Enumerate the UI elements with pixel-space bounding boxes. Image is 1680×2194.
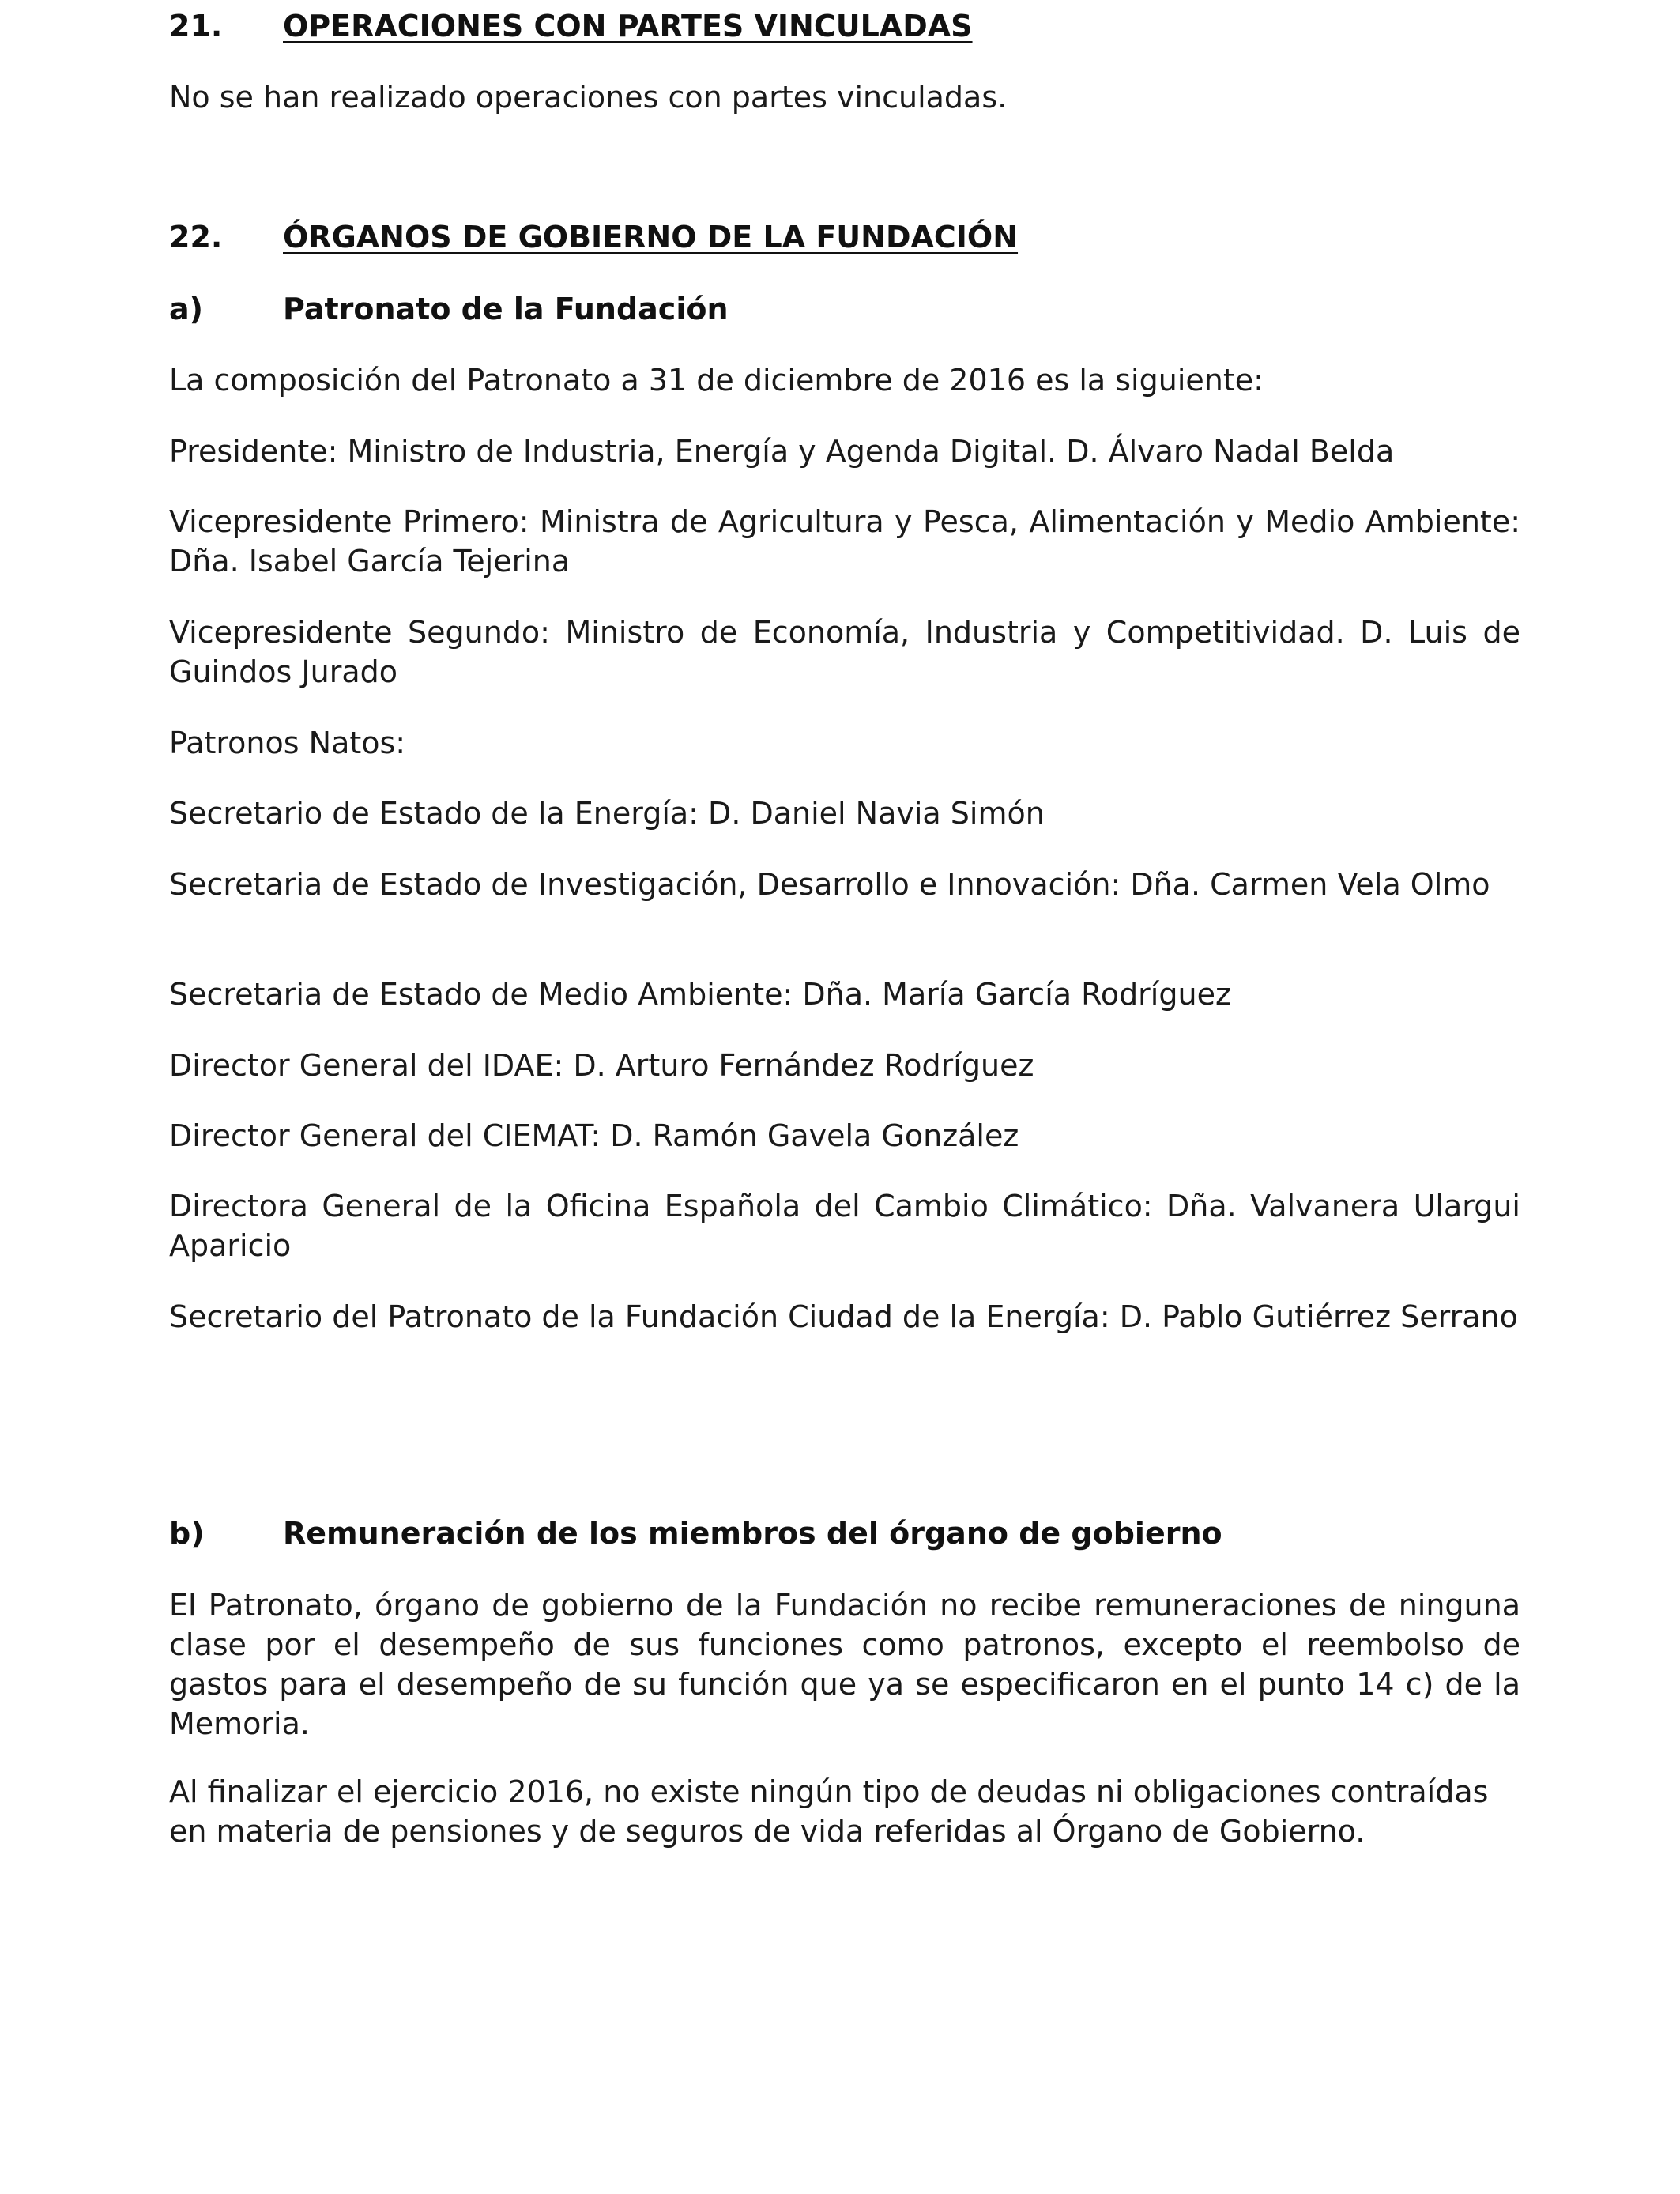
member-secretaria-investigacion: Secretaria de Estado de Investigación, Desarrollo e Innovación: Dña. Carmen Vela Olmo xyxy=(169,867,1490,902)
section-22-number: 22. xyxy=(169,220,223,254)
remuneracion-paragraph: El Patronato, órgano de gobierno de la Fundación no recibe remuneraciones de ninguna clase por el desempeño de sus funciones como patronos, excepto el reembolso de gastos para el desempeño de su función que ya se especificaron en el punto 14 c) de la Memoria. xyxy=(169,1588,1520,1741)
member-presidente: Presidente: Ministro de Industria, Energía y Agenda Digital. D. Álvaro Nadal Belda xyxy=(169,434,1395,469)
member-directora-cambio-climatico: Directora General de la Oficina Española del Cambio Climático: Dña. Valvanera Ulargui Aparicio xyxy=(169,1189,1520,1263)
subsection-b-letter: b) xyxy=(169,1516,205,1551)
section-21-title: OPERACIONES CON PARTES VINCULADAS xyxy=(283,9,973,43)
member-director-idae: Director General del IDAE: D. Arturo Fernández Rodríguez xyxy=(169,1048,1034,1083)
subsection-a-title: Patronato de la Fundación xyxy=(283,292,729,326)
section-22-title: ÓRGANOS DE GOBIERNO DE LA FUNDACIÓN xyxy=(283,220,1019,254)
member-secretario-energia: Secretario de Estado de la Energía: D. Daniel Navia Simón xyxy=(169,796,1045,831)
section-21-body: No se han realizado operaciones con partes vinculadas. xyxy=(169,80,1008,115)
subsection-a-letter: a) xyxy=(169,292,204,326)
member-secretario-patronato: Secretario del Patronato de la Fundación Ciudad de la Energía: D. Pablo Gutiérrez Serrano xyxy=(169,1299,1518,1334)
member-director-ciemat: Director General del CIEMAT: D. Ramón Gavela González xyxy=(169,1118,1019,1153)
section-21-number: 21. xyxy=(169,9,223,43)
member-vicepresidente-segundo: Vicepresidente Segundo: Ministro de Economía, Industria y Competitividad. D. Luis de Guindos Jurado xyxy=(169,615,1520,689)
member-secretaria-medio-ambiente: Secretaria de Estado de Medio Ambiente: Dña. María García Rodríguez xyxy=(169,977,1231,1012)
patronos-natos-label: Patronos Natos: xyxy=(169,726,406,760)
member-vicepresidente-primero: Vicepresidente Primero: Ministra de Agricultura y Pesca, Alimentación y Medio Ambiente: Dña. Isabel García Tejerina xyxy=(169,504,1520,579)
deudas-paragraph: Al finalizar el ejercicio 2016, no existe ningún tipo de deudas ni obligaciones contraídas en materia de pensiones y de seguros de vida referidas al Órgano de Gobierno. xyxy=(169,1774,1489,1849)
subsection-b-title: Remuneración de los miembros del órgano de gobierno xyxy=(283,1516,1222,1551)
subsection-a-intro: La composición del Patronato a 31 de diciembre de 2016 es la siguiente: xyxy=(169,363,1264,398)
